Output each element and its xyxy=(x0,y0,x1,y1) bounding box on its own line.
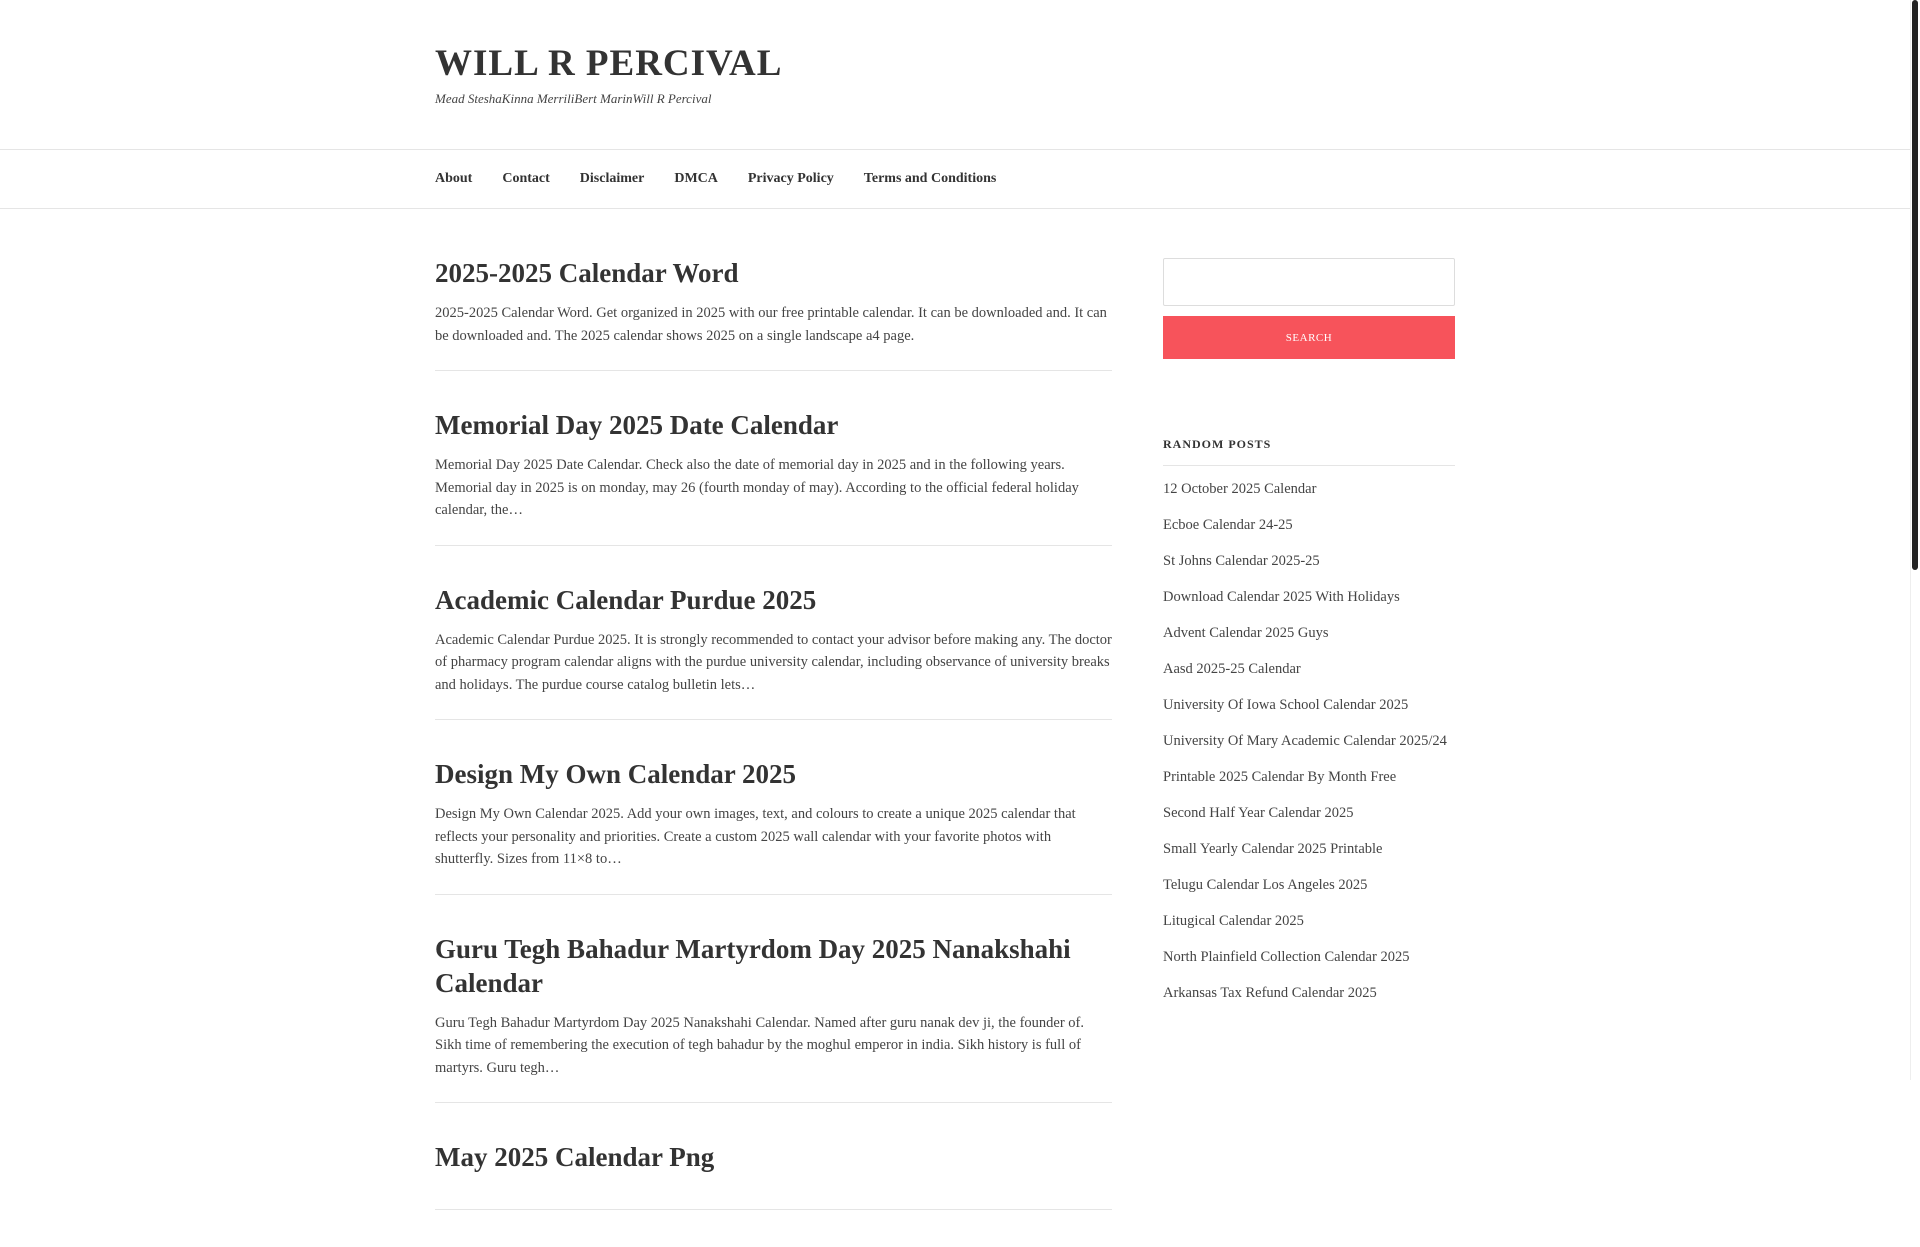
post-title-link[interactable]: Academic Calendar Purdue 2025 xyxy=(435,584,817,615)
search-button[interactable]: SEARCH xyxy=(1163,316,1455,359)
post-title-link[interactable]: Design My Own Calendar 2025 xyxy=(435,759,797,789)
post-excerpt: Design My Own Calendar 2025. Add your own images, text, and colours to create a unique 2025 calendar that reflects your personality and priorities. Create a custom 2025 wall calendar with your favorite photos with shutterfly. Sizes from 11×8 to… xyxy=(435,806,1076,867)
site-title-link[interactable]: WILL R PERCIVAL xyxy=(435,43,783,84)
random-post-link[interactable]: St Johns Calendar 2025-25 xyxy=(1163,553,1320,569)
random-post-link[interactable]: Second Half Year Calendar 2025 xyxy=(1163,805,1354,821)
site-tagline: Mead SteshaKinna MerriliBert MarinWill R Percival xyxy=(435,91,712,106)
nav-list xyxy=(435,150,1026,208)
random-posts-heading: RANDOM POSTS xyxy=(1163,437,1455,466)
search-form xyxy=(1163,258,1455,359)
post-item xyxy=(435,256,1112,371)
random-post-link[interactable]: Telugu Calendar Los Angeles 2025 xyxy=(1163,877,1368,893)
post-item xyxy=(435,583,1112,721)
random-post-link[interactable]: Aasd 2025-25 Calendar xyxy=(1163,661,1301,677)
post-excerpt: Academic Calendar Purdue 2025. It is strongly recommended to contact your advisor before making any. The doctor of pharmacy program calendar aligns with the purdue university calendar, including observance of university breaks and holidays. The purdue course catalog bulletin lets… xyxy=(435,631,1112,693)
site-header xyxy=(435,38,782,108)
page-scrollbar[interactable] xyxy=(1910,0,1920,1080)
random-post-link[interactable]: Download Calendar 2025 With Holidays xyxy=(1163,589,1400,605)
nav-item-contact[interactable]: Contact xyxy=(502,171,550,186)
nav-item-about[interactable]: About xyxy=(435,171,473,186)
scrollbar-thumb[interactable] xyxy=(1912,0,1918,570)
post-list xyxy=(435,256,1112,1247)
random-posts-list xyxy=(1163,476,1455,1016)
main-navigation xyxy=(0,149,1910,209)
random-post-link[interactable]: Small Yearly Calendar 2025 Printable xyxy=(1163,841,1383,857)
random-post-link[interactable]: Litugical Calendar 2025 xyxy=(1163,913,1304,929)
nav-item-terms-and-conditions[interactable]: Terms and Conditions xyxy=(863,171,997,186)
post-item xyxy=(435,757,1112,895)
post-item xyxy=(435,1140,1112,1210)
nav-item-disclaimer[interactable]: Disclaimer xyxy=(579,171,645,186)
random-post-link[interactable]: Advent Calendar 2025 Guys xyxy=(1163,625,1329,641)
post-title-link[interactable]: May 2025 Calendar Png xyxy=(435,1142,715,1172)
random-post-link[interactable]: University Of Mary Academic Calendar 2025/24 xyxy=(1163,733,1447,749)
post-excerpt: Guru Tegh Bahadur Martyrdom Day 2025 Nanakshahi Calendar. Named after guru nanak dev ji, the founder of. Sikh time of remembering the execution of tegh bahadur by the moghul emperor in india. Sikh history is full of martyrs. Guru tegh… xyxy=(435,1014,1085,1076)
random-post-link[interactable]: Ecboe Calendar 24-25 xyxy=(1163,517,1293,533)
post-item xyxy=(435,408,1112,546)
search-input[interactable] xyxy=(1163,258,1455,306)
post-item xyxy=(435,932,1112,1104)
random-post-link[interactable]: North Plainfield Collection Calendar 2025 xyxy=(1163,949,1410,965)
random-post-link[interactable]: Printable 2025 Calendar By Month Free xyxy=(1163,769,1397,785)
nav-item-dmca[interactable]: DMCA xyxy=(674,171,718,186)
post-title-link[interactable]: Guru Tegh Bahadur Martyrdom Day 2025 Nanakshahi Calendar xyxy=(435,933,1071,998)
random-post-link[interactable]: University Of Iowa School Calendar 2025 xyxy=(1163,697,1409,713)
sidebar xyxy=(1163,258,1455,1016)
nav-item-privacy-policy[interactable]: Privacy Policy xyxy=(747,171,834,186)
post-title-link[interactable]: 2025-2025 Calendar Word xyxy=(435,258,739,288)
post-excerpt: Memorial Day 2025 Date Calendar. Check also the date of memorial day in 2025 and in the following years. Memorial day in 2025 is on monday, may 26 (fourth monday of may). According to the official federal holiday calendar, the… xyxy=(435,457,1079,518)
post-excerpt: 2025-2025 Calendar Word. Get organized in 2025 with our free printable calendar. It can be downloaded and. It can be downloaded and. The 2025 calendar shows 2025 on a single landscape a4 page. xyxy=(435,305,1107,344)
post-title-link[interactable]: Memorial Day 2025 Date Calendar xyxy=(435,410,839,440)
random-post-link[interactable]: 12 October 2025 Calendar xyxy=(1163,481,1317,497)
random-post-link[interactable]: Arkansas Tax Refund Calendar 2025 xyxy=(1163,985,1377,1001)
